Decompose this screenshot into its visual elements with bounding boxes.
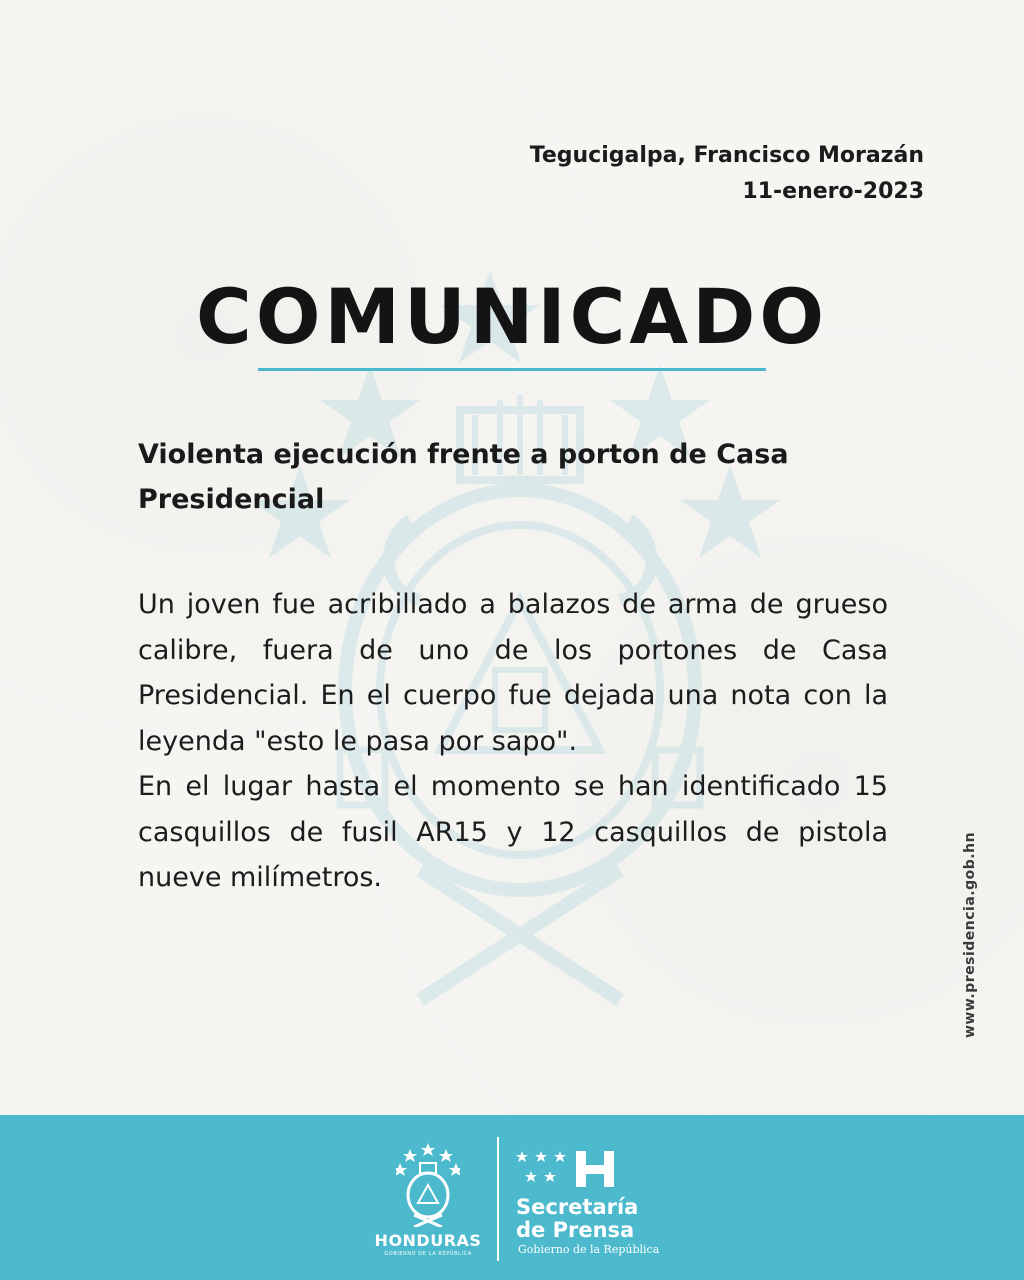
side-url-text: www.presidencia.gob.hn: [962, 831, 978, 1038]
honduras-logo-name: HONDURAS: [374, 1231, 482, 1250]
secretaria-logo-line-2: de Prensa: [516, 1218, 635, 1242]
body-paragraph-2: En el lugar hasta el momento se han identificado 15 casquillos de fusil AR15 y 12 casquillos de pistola nueve milímetros.: [138, 771, 888, 893]
location-date-block: [530, 138, 924, 210]
honduras-logo: [368, 1143, 488, 1263]
location-text: Tegucigalpa, Francisco Morazán: [529, 143, 924, 168]
honduras-emblem-icon: [396, 1143, 460, 1227]
footer-bar: [0, 1115, 1024, 1280]
date-text: 11-enero-2023: [742, 179, 924, 204]
headline-line-1: Violenta ejecución frente a porton de Casa: [138, 439, 789, 470]
secretaria-prensa-logo: [514, 1149, 674, 1259]
headline: [138, 432, 858, 522]
body-text: [138, 582, 888, 901]
footer-divider: [497, 1137, 499, 1261]
secretaria-h-stars-icon: [514, 1149, 624, 1191]
page-title: COMUNICADO: [196, 272, 828, 361]
secretaria-logo-line-1: Secretaría: [516, 1195, 639, 1219]
body-paragraph-1: Un joven fue acribillado a balazos de arma de grueso calibre, fuera de uno de los portones de Casa Presidencial. En el cuerpo fue dejada una nota con la leyenda "esto le pasa por sapo".: [138, 589, 888, 757]
honduras-logo-subtitle: GOBIERNO DE LA REPÚBLICA: [384, 1251, 472, 1257]
secretaria-logo-line-3: Gobierno de la República: [518, 1243, 660, 1256]
side-url: [962, 831, 986, 1038]
headline-line-2: Presidencial: [138, 484, 325, 515]
title-underline: [258, 368, 766, 371]
